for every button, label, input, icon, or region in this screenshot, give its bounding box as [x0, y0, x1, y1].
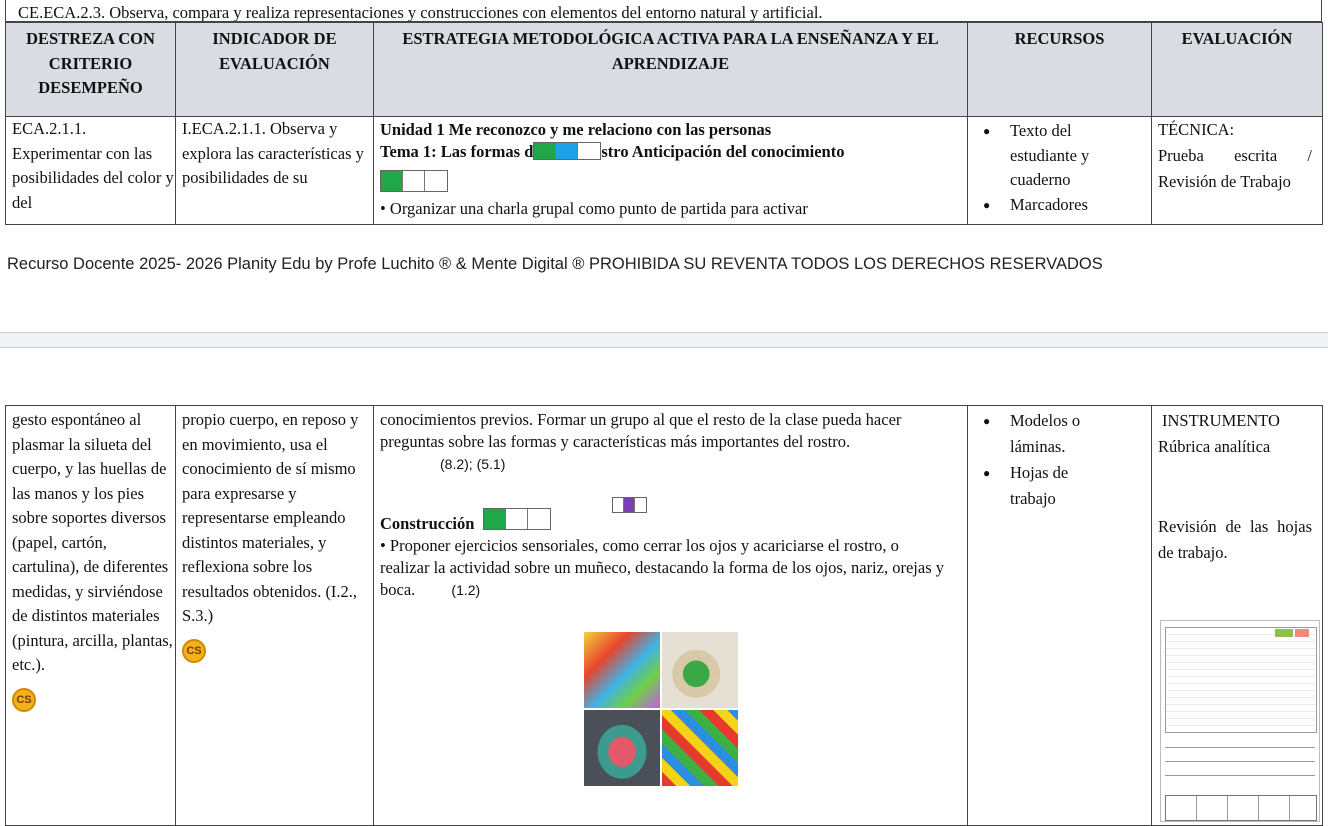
tema-title [380, 141, 967, 163]
craft-photos [584, 632, 738, 786]
page-footer: Recurso Docente 2025- 2026 Planity Edu by Profe Luchito ® & Mente Digital ® PROHIBIDA SU REVENTA TODOS LOS DERECHOS RESERVADOS [7, 255, 1103, 273]
tecnica-detail: Prueba escrita / Revisión de Trabajo [1158, 146, 1312, 191]
indicador-cell [176, 117, 374, 225]
header-recursos: RECURSOS [968, 23, 1152, 117]
indicador-text: propio cuerpo, en reposo y en movimiento, usa el conocimiento de sí mismo para expresarse y representarse empleando distintos materiales, y reflexiona sobre los resultados obtenidos. (I.2., S.3.) [182, 410, 359, 625]
destreza-text: gesto espontáneo al plasmar la silueta del cuerpo, y las huellas de las manos y los pies sobre soportes diversos (papel, cartón, cartulina), de diferentes medidas, y sirviéndose de distintos materiales (pintura, arcilla, plantas, etc.). [12, 410, 173, 674]
green-paint-hands-photo [662, 632, 738, 708]
unidad-title: Unidad 1 Me reconozco y me relaciono con las personas [380, 120, 772, 139]
recurso-item: ● Texto del estudiante y cuaderno [980, 119, 1151, 193]
header-indicador: INDICADOR DE EVALUACIÓN [176, 23, 374, 117]
estrategia-cell [374, 406, 968, 826]
colored-rice-photo [584, 632, 660, 708]
destreza-text: ECA.2.1.1. Experimentar con las posibilidades del color y del [12, 119, 174, 212]
page-break [0, 332, 1328, 348]
evaluacion-cell [1152, 117, 1323, 225]
estrategia-p1-ref: (8.2); (5.1) [440, 456, 506, 472]
lego-blocks-photo [662, 710, 738, 786]
estrategia-p2-ref: (1.2) [451, 582, 481, 598]
estrategia-paragraph-1 [380, 409, 967, 475]
indicador-text: I.ECA.2.1.1. Observa y explora las características y posibilidades de su [182, 119, 364, 187]
indicador-cell [176, 406, 374, 826]
anticipacion-icon [380, 169, 967, 192]
cs-badge-icon: CS [12, 688, 36, 712]
header-estrategia: ESTRATEGIA METODOLÓGICA ACTIVA PARA LA ENSEÑANZA Y EL APRENDIZAJE [374, 23, 968, 117]
tema-progress-icon [533, 142, 601, 160]
recurso-item: ● Hojas de trabajo [980, 460, 1151, 512]
recursos-cell [968, 117, 1152, 225]
recursos-list [974, 408, 1151, 512]
estrategia-p2-text: • Proponer ejercicios sensoriales, como cerrar los ojos y acariciarse el rostro, o realizar la actividad sobre un muñeco, destacando la forma de los ojos, nariz, orejas y boca. [380, 536, 944, 599]
instrumento-label: INSTRUMENTO [1162, 411, 1280, 430]
recursos-list [974, 119, 1151, 217]
planning-table-page1 [5, 22, 1323, 225]
destreza-cell [6, 117, 176, 225]
rubric-thumbnail [1160, 620, 1320, 822]
header-destreza: DESTREZA CON CRITERIO DESEMPEÑO [6, 23, 176, 117]
revision-text: Revisión de las hojas de trabajo. [1158, 517, 1312, 562]
tema-start: Tema 1: Las formas d [380, 142, 534, 161]
estrategia-cell [374, 117, 968, 225]
recurso-item: ● Modelos o láminas. [980, 408, 1151, 460]
rubrica-label: Rúbrica analítica [1158, 437, 1271, 456]
planning-table-page2 [5, 405, 1323, 826]
cs-badge-icon: CS [182, 639, 206, 663]
recursos-cell [968, 406, 1152, 826]
header-evaluacion: EVALUACIÓN [1152, 23, 1323, 117]
criterion-line: CE.ECA.2.3. Observa, compara y realiza representaciones y construcciones con elementos del entorno natural y artificial. [5, 0, 1322, 22]
destreza-cell [6, 406, 176, 826]
small-progress-icon [612, 493, 967, 515]
evaluacion-cell [1152, 406, 1323, 826]
clay-sculpture-photo [584, 710, 660, 786]
tecnica-label: TÉCNICA: [1158, 120, 1235, 139]
estrategia-paragraph-2 [380, 535, 967, 601]
estrategia-p1-text: conocimientos previos. Formar un grupo al que el resto de la clase pueda hacer preguntas sobre las formas y características más importantes del rostro. [380, 410, 902, 451]
construccion-progress-icon [483, 508, 551, 530]
tema-end: stro Anticipación del conocimiento [601, 142, 845, 161]
recurso-item: ● Marcadores [980, 193, 1151, 218]
construccion-heading: Construcción [380, 513, 967, 535]
anticipacion-bullet: • Organizar una charla grupal como punto de partida para activar [380, 199, 808, 219]
